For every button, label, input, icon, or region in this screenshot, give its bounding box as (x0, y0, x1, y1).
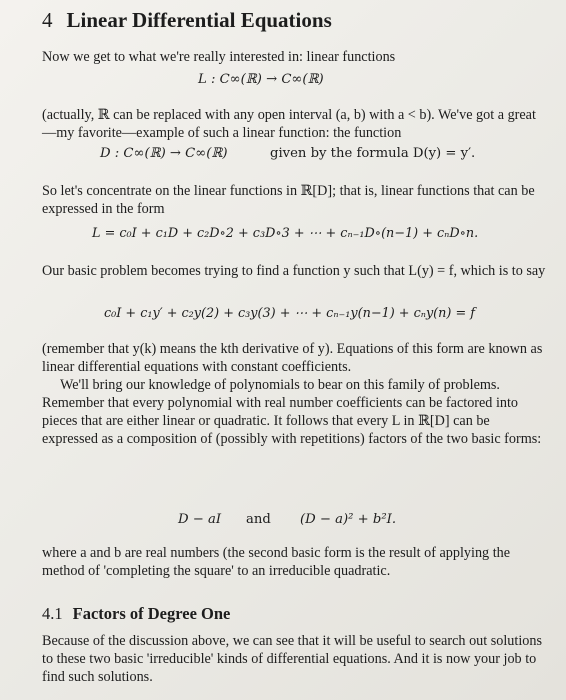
section-number: 4 (42, 8, 53, 32)
subsection-title: Factors of Degree One (72, 604, 231, 623)
paragraph-definition (42, 340, 547, 448)
equation-derivative-map: D : C∞(ℝ) → C∞(ℝ) (100, 146, 228, 161)
paragraph-basic-problem: Our basic problem becomes trying to find a function y such that L(y) = f, which is to say (42, 263, 546, 279)
paragraph-interval: (actually, ℝ can be replaced with any open interval (a, b) with a < b). We've got a great—my favorite—example of such a linear function: the function (42, 107, 536, 141)
equation-quadratic-factor: (D − a)² + b²I. (300, 512, 397, 527)
subsection-heading (42, 604, 230, 624)
paragraph-linear-functions: So let's concentrate on the linear functions in ℝ[D]; that is, linear functions that can be expressed in the form (42, 183, 535, 217)
paragraph-constant-coefficients: (remember that y(k) means the kth derivative of y). Equations of this form are known as linear differential equations with constant coefficients. (42, 341, 543, 375)
equation-operator-form: L = c₀I + c₁D + c₂D∘2 + c₃D∘3 + ⋯ + cₙ₋₁D∘(n−1) + cₙD∘n. (92, 226, 479, 241)
paragraph-completing-square: where a and b are real numbers (the second basic form is the result of applying the method of 'completing the square' to an irreducible quadratic. (42, 545, 511, 579)
section-heading (42, 8, 332, 33)
equation-and-word: and (246, 512, 271, 527)
section-title: Linear Differential Equations (66, 8, 332, 32)
equation-linear-map: L : C∞(ℝ) → C∞(ℝ) (198, 72, 324, 87)
paragraph-polynomials: We'll bring our knowledge of polynomials to bear on this family of problems. Remember that every polynomial with real number coefficients can be factored into pieces that are either linear or quadratic. It follows that every L in ℝ[D] can be expressed as a composition of (possibly with repetitions) factors of the two basic forms: (42, 377, 542, 447)
paragraph-your-job: Because of the discussion above, we can see that it will be useful to search out solutions to these two basic 'irreducible' kinds of differential equations. And it is now your job to find such solutions. (42, 633, 542, 685)
intro-paragraph: Now we get to what we're really interested in: linear functions (42, 49, 396, 65)
equation-differential-form: c₀I + c₁y′ + c₂y(2) + c₃y(3) + ⋯ + cₙ₋₁y(n−1) + cₙy(n) = f (104, 306, 475, 321)
equation-linear-factor: D − aI (178, 512, 222, 527)
equation-derivative-formula: given by the formula D(y) = y′. (270, 146, 476, 161)
subsection-number: 4.1 (42, 604, 63, 623)
